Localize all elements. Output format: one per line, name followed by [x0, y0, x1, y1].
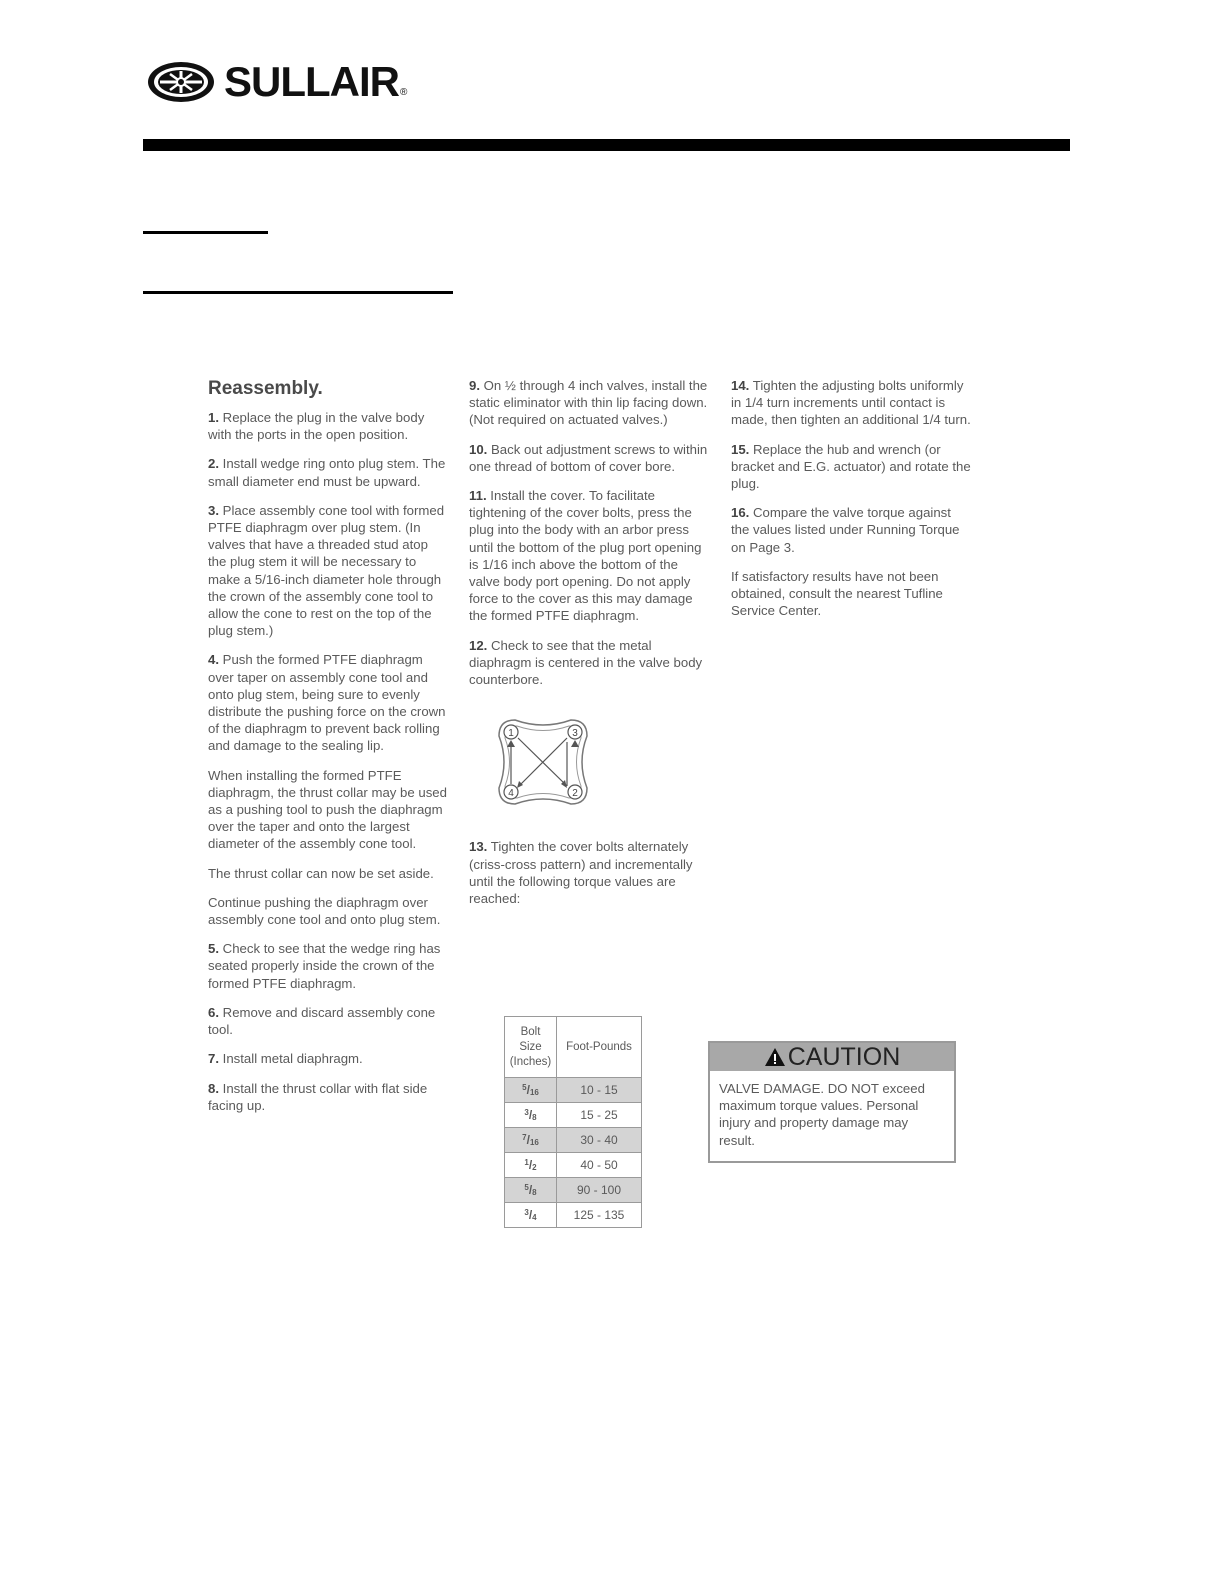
header-bolt-size: Bolt Size (Inches) [505, 1017, 557, 1078]
warning-triangle-icon [764, 1047, 786, 1067]
step-8: 8. Install the thrust collar with flat side facing up. [208, 1080, 428, 1113]
step-11: 11. Install the cover. To facilitate tightening of the cover bolts, press the plug into the body with an arbor press until the bottom of the plug port opening is 1/16 inch above the bottom of the valve body port opening. Do not apply force to the cover as this may damage the formed PTFE diaphragm. [469, 488, 702, 624]
bolt-size-cell: $^3/_8$ [505, 1103, 557, 1128]
step-16: 16. Compare the valve torque against the values listed under Running Torque on Page 3. [731, 505, 960, 555]
step-1: 1. Replace the plug in the valve body with the ports in the open position. [208, 410, 425, 443]
torque-value-cell: 15 - 25 [557, 1103, 642, 1128]
table-row [505, 1128, 642, 1153]
column-2 [469, 377, 709, 919]
step-7: 7. Install metal diaphragm. [208, 1051, 363, 1067]
bolt-4-label: 4 [508, 788, 514, 800]
step-9: 9. On ½ through 4 inch valves, install the static eliminator with thin lip facing down. (Not required on actuated valves.) [469, 378, 708, 428]
step-4-note-3: Continue pushing the diaphragm over assembly cone tool and onto plug stem. [208, 894, 441, 928]
table-header-row [505, 1017, 642, 1078]
table-row [505, 1153, 642, 1178]
torque-value-cell: 10 - 15 [557, 1078, 642, 1103]
bolt-2-label: 2 [572, 788, 578, 800]
header-rule [143, 139, 1070, 151]
caution-header [710, 1043, 954, 1071]
table-row [505, 1078, 642, 1103]
step-10: 10. Back out adjustment screws to within one thread of bottom of cover bore. [469, 441, 708, 474]
step-4-note-1: When installing the formed PTFE diaphragm, the thrust collar may be used as a pushing tool to push the diaphragm over the taper and onto the largest diameter of the assembly cone tool. [208, 767, 447, 852]
bolt-size-cell: $^5/_{16}$ [505, 1078, 557, 1103]
torque-table [504, 1016, 642, 1228]
step-15: 15. Replace the hub and wrench (or bracket and E.G. actuator) and rotate the plug. [731, 441, 971, 492]
registered-mark: ® [400, 87, 408, 98]
step-2: 2. Install wedge ring onto plug stem. The small diameter end must be upward. [208, 456, 446, 489]
header-foot-pounds: Foot-Pounds [557, 1017, 642, 1078]
title-rule-short [143, 231, 268, 234]
table-row [505, 1103, 642, 1128]
torque-value-cell: 90 - 100 [557, 1178, 642, 1203]
sullair-logo [146, 58, 407, 106]
step-3: 3. Place assembly cone tool with formed PTFE diaphragm over plug stem. (In valves that have a threaded stud atop the plug stem it will be necessary to make a 5/16-inch diameter hole through the crown of the assembly cone tool to allow the cone to rest on the top of the plug stem.) [208, 502, 445, 639]
bolt-1-label: 1 [508, 728, 514, 740]
column-1 [208, 377, 448, 1126]
table-row [505, 1203, 642, 1228]
bolt-size-cell: $^5/_8$ [505, 1178, 557, 1203]
step-13: 13. Tighten the cover bolts alternately (criss-cross pattern) and incrementally until the following torque values are reached: [469, 839, 693, 907]
caution-text: VALVE DAMAGE. DO NOT exceed maximum torque values. Personal injury and property damage may result. [719, 1081, 925, 1148]
sullair-emblem-icon [146, 60, 216, 104]
caution-title: CAUTION [787, 1043, 901, 1071]
step-5: 5. Check to see that the wedge ring has seated properly inside the crown of the formed PTFE diaphragm. [208, 941, 441, 991]
torque-value-cell: 40 - 50 [557, 1153, 642, 1178]
bolt-size-cell: $^3/_4$ [505, 1203, 557, 1228]
caution-box [708, 1041, 956, 1163]
table-row [505, 1178, 642, 1203]
step-4-note-2: The thrust collar can now be set aside. [208, 865, 434, 881]
step-4: 4. Push the formed PTFE diaphragm over taper on assembly cone tool and onto plug stem, being sure to evenly distribute the pushing force on the crown of the diaphragm to prevent back rolling and damage to the sealing lip. [208, 652, 446, 754]
torque-value-cell: 125 - 135 [557, 1203, 642, 1228]
bolt-size-cell: $^7/_{16}$ [505, 1128, 557, 1153]
step-12: 12. Check to see that the metal diaphragm is centered in the valve body counterbore. [469, 637, 703, 688]
title-rule-long [143, 291, 453, 294]
column-3 [731, 377, 971, 631]
step-14: 14. Tighten the adjusting bolts uniformly in 1/4 turn increments until contact is made, then tighten an additional 1/4 turn. [731, 378, 971, 428]
bolt-size-cell: $^1/_2$ [505, 1153, 557, 1178]
section-heading: Reassembly. [208, 378, 323, 399]
bolt-3-label: 3 [572, 728, 578, 740]
brand-name: SULLAIR [224, 58, 399, 105]
torque-value-cell: 30 - 40 [557, 1128, 642, 1153]
closing-note: If satisfactory results have not been obtained, consult the nearest Tufline Service Center. [731, 568, 943, 619]
bolt-pattern-diagram [493, 714, 593, 810]
step-6: 6. Remove and discard assembly cone tool. [208, 1004, 436, 1038]
